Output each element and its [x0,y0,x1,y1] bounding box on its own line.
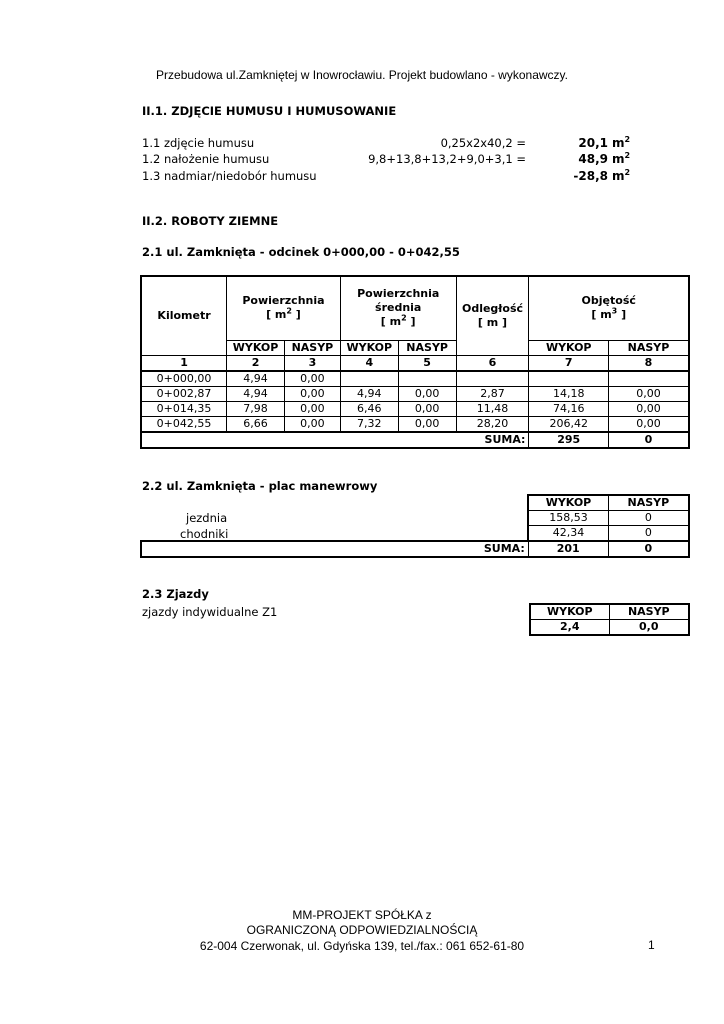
humus-row-3-value: -28,8 [573,169,608,183]
footer-company-1: MM-PROJEKT SPÓŁKA z [292,908,432,922]
subsection-title-plac: 2.2 ul. Zamknięta - plac manewrowy [142,479,378,493]
plac-suma-label: SUMA: [141,541,528,557]
col-powierzchnia: Powierzchnia [ $m^2$ ] [227,276,341,340]
plac-head-nasyp: NASYP [608,495,689,511]
plac-nasyp-chodniki: 0 [608,526,689,542]
col-number: 1 [141,355,227,371]
col-odleglosc: Odległość [ m ] [456,276,529,355]
zjazdy-nasyp: 0,0 [609,620,689,636]
col-objetosc: Objętość [ $m^3$ ] [529,276,689,340]
subhead-wykop-2: WYKOP [340,340,398,355]
plac-suma-wykop: 201 [528,541,608,557]
subhead-nasyp-2: NASYP [398,340,456,355]
table-row [141,371,689,387]
subhead-nasyp-1: NASYP [284,340,340,355]
table-cell: 0,00 [284,401,340,416]
col-kilometr: Kilometr [141,276,227,355]
humus-row-1-value: 20,1 [578,136,608,150]
subsection-title-odcinek: 2.1 ul. Zamknięta - odcinek 0+000,00 - 0+042,55 [142,245,460,259]
table-cell: 7,32 [340,416,398,432]
suma-nasyp: 0 [608,432,689,448]
table-cell: 0,00 [398,416,456,432]
table-cell: 4,94 [227,371,285,387]
suma-wykop: 295 [529,432,609,448]
zjazdy-head-wykop: WYKOP [530,604,609,620]
table-cell: 0,00 [608,401,689,416]
col-number: 2 [227,355,285,371]
plac-wykop-chodniki: 42,34 [528,526,608,542]
humus-row-1-formula: 0,25x2x40,2 = [440,136,526,150]
col-number: 6 [456,355,529,371]
humus-row-2-label: 1.2 nałożenie humusu [142,152,270,166]
table-cell [398,371,456,387]
humus-row-2-unit: $m^2$ [612,151,631,166]
zjazdy-head-nasyp: NASYP [609,604,689,620]
plac-wykop-jezdnia: 158,53 [528,511,608,526]
table-cell: 0,00 [284,416,340,432]
table-cell: 0,00 [398,401,456,416]
plac-suma-nasyp: 0 [608,541,689,557]
table-cell: 206,42 [529,416,609,432]
table-cell: 0+002,87 [141,386,227,401]
table-cell: 11,48 [456,401,529,416]
table-cell: 74,16 [529,401,609,416]
zjazdy-wykop: 2,4 [530,620,609,636]
table-row [141,386,689,401]
section-title-roboty: II.2. ROBOTY ZIEMNE [142,214,279,228]
table-cell: 2,87 [456,386,529,401]
humus-row-2-value: 48,9 [578,152,608,166]
table-cell: 0+000,00 [141,371,227,387]
col-number: 5 [398,355,456,371]
section-title-humus: II.1. ZDJĘCIE HUMUSU I HUMUSOWANIE [142,104,397,118]
page-number: 1 [648,938,655,952]
table-cell: 0,00 [284,386,340,401]
table-cell: 4,94 [227,386,285,401]
footer-company-2: OGRANICZONĄ ODPOWIEDZIALNOŚCIĄ [246,923,478,937]
humus-row-1-label: 1.1 zdjęcie humusu [142,136,255,150]
table-cell: 0+014,35 [141,401,227,416]
table-cell: 28,20 [456,416,529,432]
table-cell [340,371,398,387]
suma-label: SUMA: [141,432,529,448]
col-number: 8 [608,355,689,371]
zjazdy-label: zjazdy indywidualne Z1 [142,605,278,619]
zjazdy-table [529,603,690,636]
table-cell [529,371,609,387]
table-cell: 14,18 [529,386,609,401]
table-cell: 0,00 [608,386,689,401]
table-row [141,526,689,542]
col-number: 4 [340,355,398,371]
table-cell: 6,46 [340,401,398,416]
plac-row-label-chodniki: chodniki [180,527,229,541]
subhead-wykop-3: WYKOP [529,340,609,355]
plac-head-wykop: WYKOP [528,495,608,511]
earthworks-table [140,275,690,449]
table-cell: 0,00 [284,371,340,387]
humus-row-1-unit: $m^2$ [612,135,631,150]
table-cell: 0,00 [398,386,456,401]
table-cell [608,371,689,387]
table-cell [456,371,529,387]
document-header: Przebudowa ul.Zamkniętej w Inowrocławiu. Projekt budowlano - wykonawczy. [156,68,568,82]
table-cell: 0+042,55 [141,416,227,432]
subhead-nasyp-3: NASYP [608,340,689,355]
subhead-wykop-1: WYKOP [227,340,285,355]
plac-row-label-jezdnia: jezdnia [186,511,228,525]
table-cell: 7,98 [227,401,285,416]
table-row [141,511,689,526]
col-number: 7 [529,355,609,371]
col-powierzchnia-srednia: Powierzchnia średnia [ $m^2$ ] [340,276,456,340]
table-cell: 0,00 [608,416,689,432]
plac-table [140,494,690,558]
table-row [141,416,689,432]
table-row [141,401,689,416]
table-cell: 6,66 [227,416,285,432]
col-number: 3 [284,355,340,371]
humus-row-3-unit: $m^2$ [612,168,631,183]
humus-row-2-formula: 9,8+13,8+13,2+9,0+3,1 = [368,152,526,166]
footer-address: 62-004 Czerwonak, ul. Gdyńska 139, tel./fax.: 061 652-61-80 [199,939,525,953]
table-cell: 4,94 [340,386,398,401]
humus-row-3-label: 1.3 nadmiar/niedobór humusu [142,169,317,183]
subsection-title-zjazdy: 2.3 Zjazdy [142,587,209,601]
plac-nasyp-jezdnia: 0 [608,511,689,526]
